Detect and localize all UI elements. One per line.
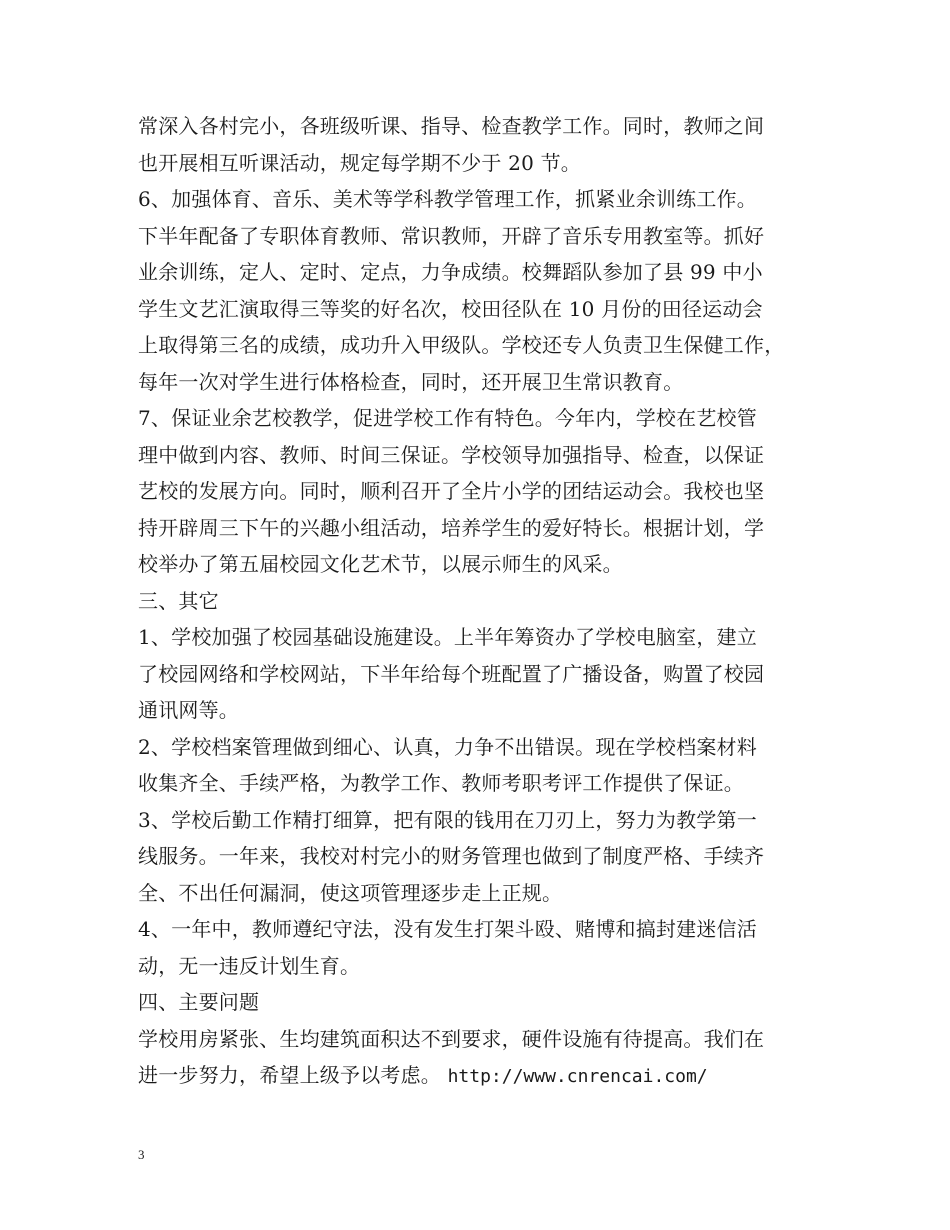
text-line: 艺校的发展方向。同时，顺利召开了全片小学的团结运动会。我校也坚 [138,479,765,503]
text-line: 每年一次对学生进行体格检查，同时，还开展卫生常识教育。 [138,369,684,394]
text-line: 学生文艺汇演取得三等奖的好名次，校田径队在 10 月份的田径运动会 [138,296,763,321]
section-heading: 三、其它 [138,588,219,613]
text-line: 了校园网络和学校网站，下半年给每个班配置了广播设备，购置了校园 [138,661,765,686]
source-url-link[interactable]: http://www.cnrencai.com/ [447,1066,708,1087]
text-line: 学校用房紧张、生均建筑面积达不到要求，硬件设施有待提高。我们在 [138,1026,765,1051]
text-line: 1、学校加强了校园基础设施建设。上半年筹资办了学校电脑室，建立 [138,625,757,649]
page-number: 3 [138,1147,145,1162]
text-line: 校举办了第五届校园文化艺术节，以展示师生的风采。 [138,552,623,576]
text-line-last [138,1057,828,1094]
text-line: 动，无一违反计划生育。 [138,953,361,978]
text-line: 常深入各村完小，各班级听课、指导、检查教学工作。同时，教师之间 [138,114,765,138]
text-line: 6、加强体育、音乐、美术等学科教学管理工作，抓紧业余训练工作。 [138,187,757,211]
text-line: 全、不出任何漏洞，使这项管理逐步走上正规。 [138,880,563,905]
last-line-text: 进一步努力，希望上级予以考虑。 [138,1063,448,1087]
text-line: 理中做到内容、教师、时间三保证。学校领导加强指导、检查，以保证 [138,442,765,467]
text-line: 7、保证业余艺校教学，促进学校工作有特色。今年内，学校在艺校管 [138,406,757,430]
text-line: 下半年配备了专职体育教师、常识教师，开辟了音乐专用教室等。抓好 [138,223,765,248]
section-heading: 四、主要问题 [138,990,260,1014]
text-line: 上取得第三名的成绩，成功升入甲级队。学校还专人负责卫生保健工作， [138,333,785,357]
text-line: 2、学校档案管理做到细心、认真，力争不出错误。现在学校档案材料 [138,734,757,759]
text-line: 线服务。一年来，我校对村完小的财务管理也做到了制度严格、手续齐 [138,844,765,868]
text-line: 收集齐全、手续严格，为教学工作、教师考职考评工作提供了保证。 [138,771,744,795]
text-line: 4、一年中，教师遵纪守法，没有发生打架斗殴、赌博和搞封建迷信活 [138,917,757,941]
text-line: 3、学校后勤工作精打细算，把有限的钱用在刀刃上，努力为教学第一 [138,807,757,832]
document-body [138,108,828,1094]
text-line: 业余训练，定人、定时、定点，力争成绩。校舞蹈队参加了县 99 中小 [138,260,763,284]
text-line: 持开辟周三下午的兴趣小组活动，培养学生的爱好特长。根据计划，学 [138,515,765,540]
text-line: 也开展相互听课活动，规定每学期不少于 20 节。 [138,150,581,175]
text-line: 通讯网等。 [138,698,239,722]
